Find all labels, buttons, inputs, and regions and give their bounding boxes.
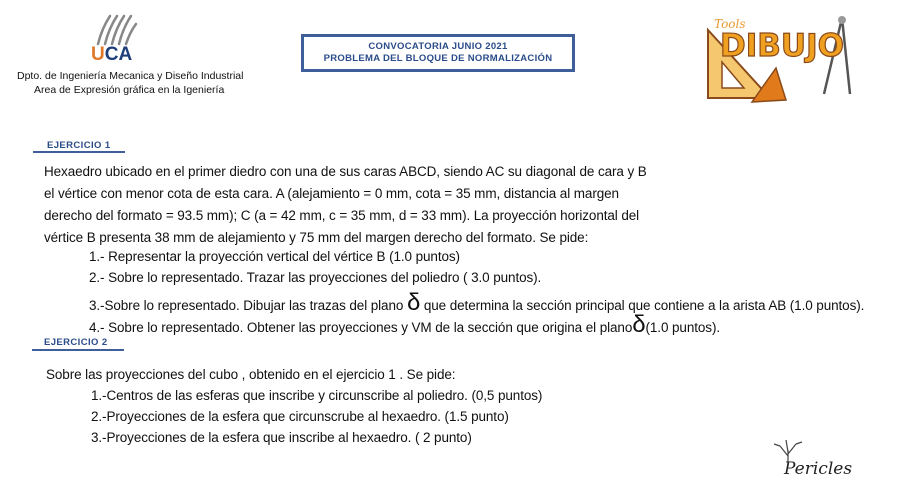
ej1-paragraph-line-4: vértice B presenta 38 mm de alejamiento y 75 mm del margen derecho del formato. Se pide: bbox=[44, 230, 589, 245]
ej2-intro: Sobre las proyecciones del cubo , obtenido en el ejercicio 1 . Se pide: bbox=[46, 367, 456, 382]
ej1-item-4-start: 4.- Sobre lo representado. Obtener las proyecciones y VM de la sección que origina el plano bbox=[89, 320, 633, 335]
ej1-paragraph-line-1: Hexaedro ubicado en el primer diedro con una de sus caras ABCD, siendo AC su diagonal de cara y B bbox=[44, 164, 647, 179]
uca-wordmark bbox=[91, 44, 132, 66]
pericles-text: Pericles bbox=[784, 459, 853, 479]
ej2-item-1: 1.-Centros de las esferas que inscribe y circunscribe al poliedro. (0,5 puntos) bbox=[91, 388, 543, 403]
department-area: Area de Expresión gráfica en la Igeniería bbox=[34, 84, 225, 96]
drawing-tools-icon bbox=[700, 12, 860, 112]
dibujo-text: DIBUJO bbox=[720, 28, 844, 64]
tools-text: Tools bbox=[714, 17, 746, 31]
ej1-item-1: 1.- Representar la proyección vertical del vértice B (1.0 puntos) bbox=[89, 249, 460, 264]
title-box bbox=[301, 34, 575, 72]
title-line-1: CONVOCATORIA JUNIO 2021 bbox=[368, 41, 508, 52]
ej1-item-2: 2.- Sobre lo representado. Trazar las proyecciones del poliedro ( 3.0 puntos). bbox=[89, 270, 542, 285]
ej1-item-4-end: (1.0 puntos). bbox=[645, 320, 720, 335]
ej1-item-4 bbox=[89, 313, 720, 337]
ejercicio-2-label: EJERCICIO 2 bbox=[44, 337, 108, 348]
delta-symbol: δ bbox=[632, 311, 646, 338]
title-line-2: PROBLEMA DEL BLOQUE DE NORMALIZACIÓN bbox=[323, 53, 553, 64]
ejercicio-1-label: EJERCICIO 1 bbox=[47, 140, 111, 151]
ej1-item-3-start: 3.-Sobre lo representado. Dibujar las trazas del plano bbox=[89, 298, 407, 313]
pericles-logo bbox=[768, 436, 854, 480]
ej1-paragraph-line-2: el vértice con menor cota de esta cara. A (alejamiento = 0 mm, cota = 35 mm, distancia al margen bbox=[44, 186, 619, 201]
ej1-item-3 bbox=[89, 291, 864, 315]
ej1-paragraph-line-3: derecho del formato = 93.5 mm); C (a = 42 mm, c = 35 mm, d = 33 mm). La proyección horizontal del bbox=[44, 208, 640, 223]
department-name: Dpto. de Ingeniería Mecanica y Diseño Industrial bbox=[17, 70, 244, 82]
ej2-item-2: 2.-Proyecciones de la esfera que circunscrube al hexaedro. (1.5 punto) bbox=[91, 409, 509, 424]
ej2-item-3: 3.-Proyecciones de la esfera que inscribe al hexaedro. ( 2 punto) bbox=[91, 430, 472, 445]
dibujo-tools-logo bbox=[700, 12, 860, 112]
delta-symbol: δ bbox=[406, 289, 421, 316]
tree-icon bbox=[768, 436, 854, 480]
uca-u-letter: U bbox=[91, 44, 105, 65]
ejercicio-2-underline bbox=[32, 349, 124, 351]
ej1-item-3-end: que determina la sección principal que contiene a la arista AB (1.0 puntos). bbox=[420, 298, 865, 313]
ejercicio-1-underline bbox=[33, 151, 125, 153]
uca-ca-letters: CA bbox=[104, 44, 133, 65]
